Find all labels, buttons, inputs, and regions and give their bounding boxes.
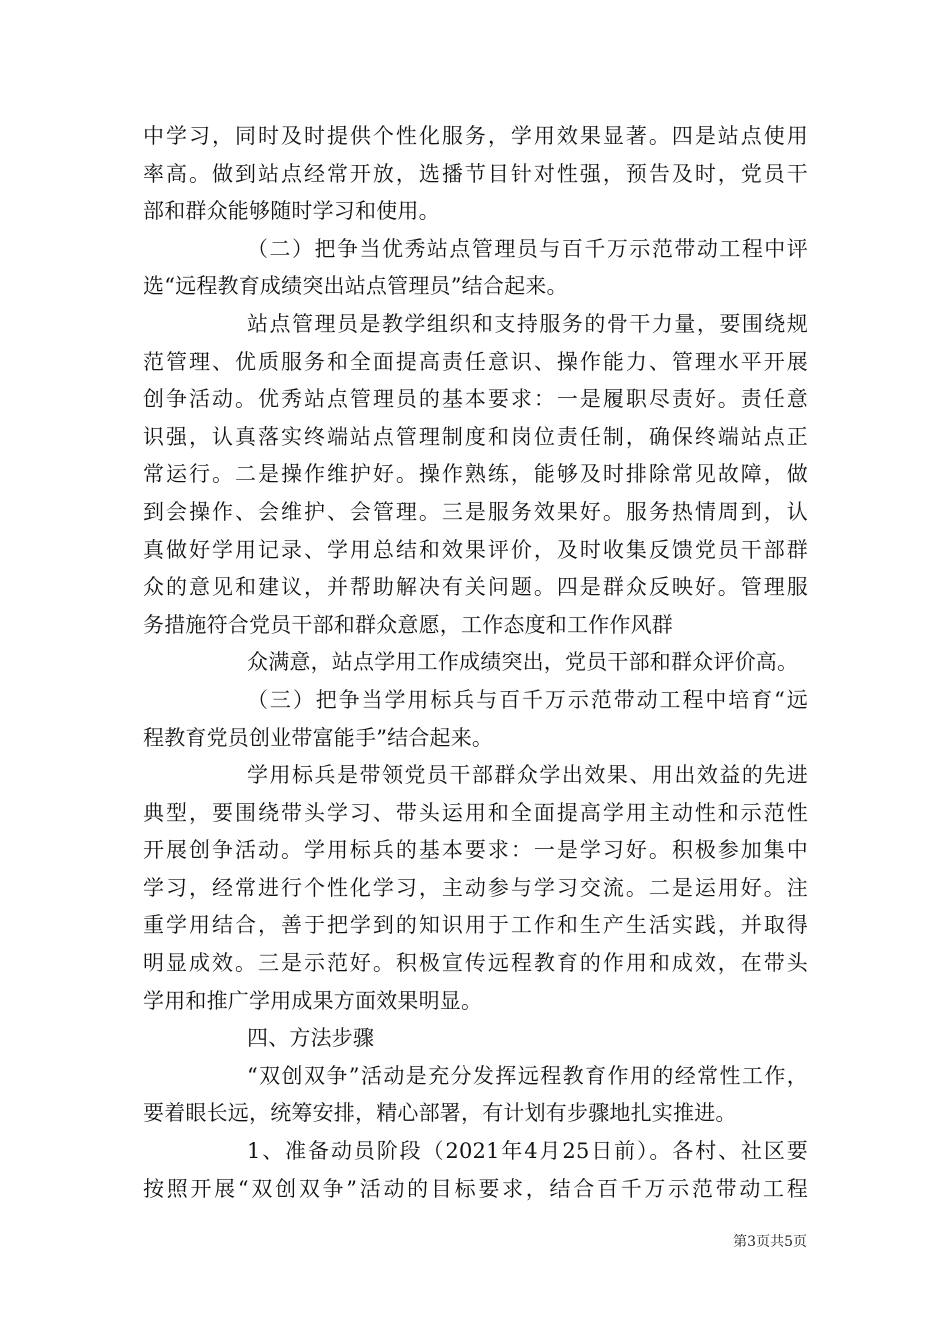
text-line: 率高。做到站点经常开放，选播节目针对性强，预告及时，党员干 bbox=[143, 161, 808, 186]
text-line: 程教育党员创业带富能手”结合起来。 bbox=[143, 725, 494, 750]
text-line: “双创双争”活动是充分发挥远程教育作用的经常性工作， bbox=[247, 1063, 808, 1088]
text-line: 识强，认真落实终端站点管理制度和岗位责任制，确保终端站点正 bbox=[143, 424, 808, 449]
text-line: 学用和推广学用成果方面效果明显。 bbox=[143, 988, 483, 1013]
text-line: 学用标兵是带领党员干部群众学出效果、用出效益的先进 bbox=[247, 763, 808, 788]
text-line: （二）把争当优秀站点管理员与百千万示范带动工程中评 bbox=[247, 236, 808, 261]
text-line: 中学习，同时及时提供个性化服务，学用效果显著。四是站点使用 bbox=[143, 124, 808, 148]
text-line: 务措施符合党员干部和群众意愿，工作态度和工作作风群 bbox=[143, 612, 673, 637]
text-line: 众满意，站点学用工作成绩突出，党员干部和群众评价高。 bbox=[247, 650, 799, 675]
text-line: 真做好学用记录、学用总结和效果评价，及时收集反馈党员干部群 bbox=[143, 537, 808, 562]
text-line: 常运行。二是操作维护好。操作熟练，能够及时排除常见故障，做 bbox=[143, 462, 808, 487]
text-line: 选“远程教育成绩突出站点管理员”结合起来。 bbox=[143, 274, 568, 299]
text-line: 典型，要围绕带头学习、带头运用和全面提高学用主动性和示范性 bbox=[143, 800, 808, 825]
text-line: 学习，经常进行个性化学习，主动参与学习交流。二是运用好。注 bbox=[143, 875, 808, 900]
body-text bbox=[143, 118, 808, 1208]
text-line: 到会操作、会维护、会管理。三是服务效果好。服务热情周到，认 bbox=[143, 499, 808, 524]
text-line: 部和群众能够随时学习和使用。 bbox=[143, 199, 440, 224]
text-line: 创争活动。优秀站点管理员的基本要求：一是履职尽责好。责任意 bbox=[143, 387, 808, 412]
text-line: 范管理、优质服务和全面提高责任意识、操作能力、管理水平开展 bbox=[143, 349, 808, 374]
text-line: 明显成效。三是示范好。积极宣传远程教育的作用和成效，在带头 bbox=[143, 951, 808, 976]
text-line: 1、准备动员阶段（2021年4月25日前）。各村、社区要 bbox=[247, 1139, 808, 1164]
text-line: 四、方法步骤 bbox=[247, 1026, 375, 1051]
page-number: 第3页共5页 bbox=[733, 1234, 807, 1250]
text-line: 按照开展“双创双争”活动的目标要求，结合百千万示范带动工程 bbox=[143, 1176, 808, 1201]
text-line: 站点管理员是教学组织和支持服务的骨干力量，要围绕规 bbox=[247, 311, 808, 336]
text-line: 要着眼长远，统筹安排，精心部署，有计划有步骤地扎实推进。 bbox=[143, 1101, 737, 1126]
text-line: 开展创争活动。学用标兵的基本要求：一是学习好。积极参加集中 bbox=[143, 838, 808, 863]
text-line: 众的意见和建议，并帮助解决有关问题。四是群众反映好。管理服 bbox=[143, 575, 808, 600]
text-line: （三）把争当学用标兵与百千万示范带动工程中培育“远 bbox=[247, 687, 808, 712]
text-line: 重学用结合，善于把学到的知识用于工作和生产生活实践，并取得 bbox=[143, 913, 808, 938]
